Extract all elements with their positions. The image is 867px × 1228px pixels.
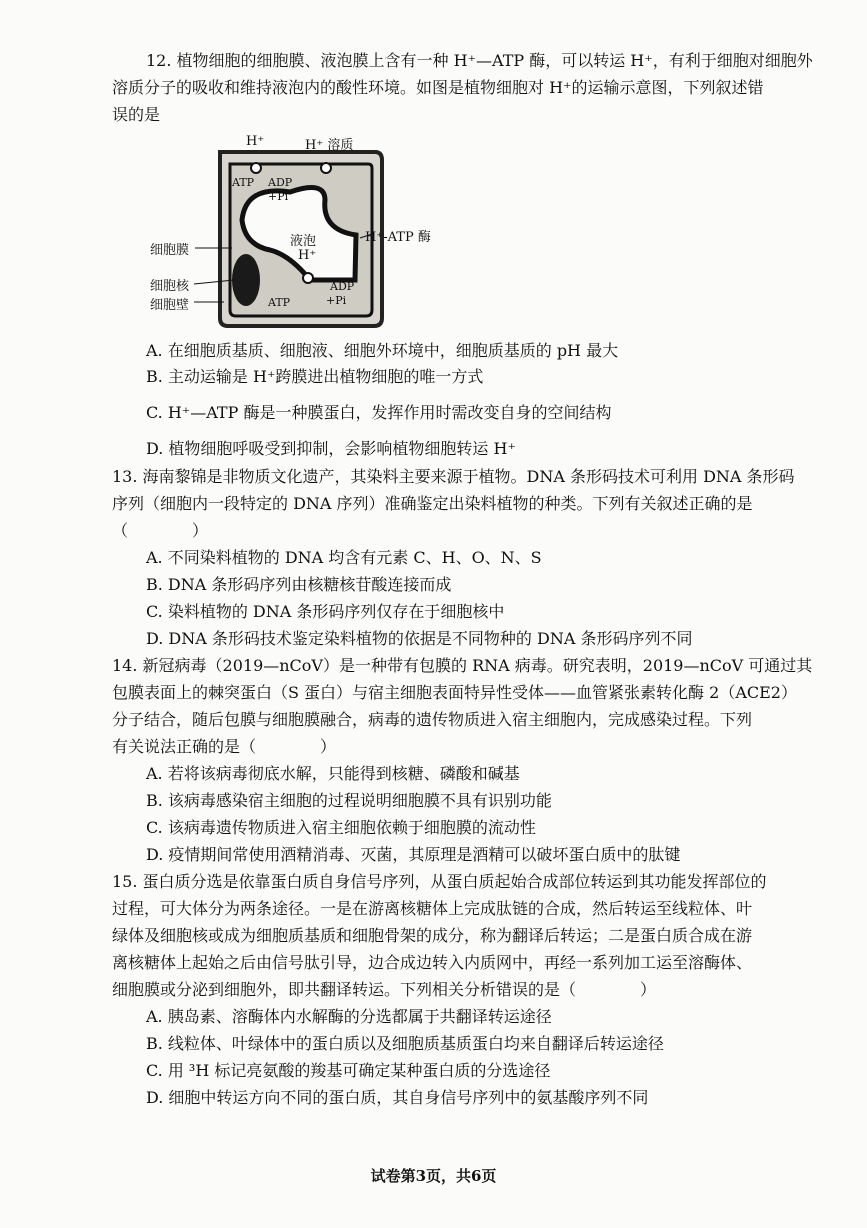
q15-option-c: C. 用 ³H 标记亮氨酸的羧基可确定某种蛋白质的分选途径 <box>146 1061 551 1080</box>
h-solute-label: H⁺ 溶质 <box>305 138 354 153</box>
adp-bottom-label: ADP <box>330 280 355 293</box>
q15-stem-line-1: 15. 蛋白质分选是依靠蛋白质自身信号序列，从蛋白质起始合成部位转运到其功能发挥部位的 <box>112 872 767 891</box>
q13-stem-line-2: 序列（细胞内一段特定的 DNA 序列）准确鉴定出染料植物的种类。下列有关叙述正确的是 <box>112 494 753 513</box>
q13-option-a: A. 不同染料植物的 DNA 均含有元素 C、H、O、N、S <box>146 548 542 567</box>
q13-option-b: B. DNA 条形码序列由核糖核苷酸连接而成 <box>146 575 452 594</box>
pump-vacuole <box>303 273 313 283</box>
h-transport-diagram <box>150 130 470 335</box>
q14-stem-line-3: 分子结合，随后包膜与细胞膜融合，病毒的遗传物质进入宿主细胞内，完成感染过程。下列 <box>112 710 753 729</box>
q15-option-d: D. 细胞中转运方向不同的蛋白质，其自身信号序列中的氨基酸序列不同 <box>146 1088 649 1107</box>
membrane-label: 细胞膜 <box>150 243 190 258</box>
q12-option-d: D. 植物细胞呼吸受到抑制，会影响植物细胞转运 H⁺ <box>146 439 516 458</box>
pump-top-right <box>321 163 331 173</box>
q14-option-a: A. 若将该病毒彻底水解，只能得到核糖、磷酸和碱基 <box>146 764 520 783</box>
pi-top-label: +Pi <box>268 190 289 203</box>
q13-option-d: D. DNA 条形码技术鉴定染料植物的依据是不同物种的 DNA 条形码序列不同 <box>146 629 693 648</box>
q12-option-b: B. 主动运输是 H⁺跨膜进出植物细胞的唯一方式 <box>146 367 484 386</box>
nucleus <box>232 254 260 306</box>
h-vacuole-label: H⁺ <box>298 248 317 263</box>
q14-stem-line-4: 有关说法正确的是（ ） <box>112 737 337 756</box>
h-top-label: H⁺ <box>246 134 265 149</box>
nucleus-label: 细胞核 <box>150 279 190 294</box>
q14-stem-line-1: 14. 新冠病毒（2019—nCoV）是一种带有包膜的 RNA 病毒。研究表明，2019—nCoV 可通过其 <box>112 656 813 675</box>
q13-stem-line-3: （ ） <box>112 521 209 540</box>
wall-label: 细胞壁 <box>150 298 190 313</box>
q12-stem-line-1: 12. 植物细胞的细胞膜、液泡膜上含有一种 H⁺—ATP 酶，可以转运 H⁺，有利于细胞对细胞外 <box>146 51 813 70</box>
q15-stem-line-2: 过程，可大体分为两条途径。一是在游离核糖体上完成肽链的合成，然后转运至线粒体、叶 <box>112 899 753 918</box>
q13-option-c: C. 染料植物的 DNA 条形码序列仅存在于细胞核中 <box>146 602 505 621</box>
enzyme-label: H⁺-ATP 酶 <box>365 230 431 245</box>
pump-top-left <box>251 163 261 173</box>
q15-stem-line-3: 绿体及细胞核或成为细胞质基质和细胞骨架的成分，称为翻译后转运；二是蛋白质合成在游 <box>112 926 753 945</box>
q14-stem-line-2: 包膜表面上的棘突蛋白（S 蛋白）与宿主细胞表面特异性受体——血管紧张素转化酶 2（ACE2） <box>112 683 797 702</box>
q14-option-c: C. 该病毒遗传物质进入宿主细胞依赖于细胞膜的流动性 <box>146 818 536 837</box>
q14-option-b: B. 该病毒感染宿主细胞的过程说明细胞膜不具有识别功能 <box>146 791 552 810</box>
q15-stem-line-5: 细胞膜或分泌到细胞外，即共翻译转运。下列相关分析错误的是（ ） <box>112 980 657 999</box>
pi-bottom-label: +Pi <box>326 294 347 307</box>
atp-bottom-label: ATP <box>268 296 291 309</box>
q12-stem-line-3: 误的是 <box>112 105 161 124</box>
q13-stem-line-1: 13. 海南黎锦是非物质文化遗产，其染料主要来源于植物。DNA 条形码技术可利用 DNA 条形码 <box>112 467 795 486</box>
q14-option-d: D. 疫情期间常使用酒精消毒、灭菌，其原理是酒精可以破坏蛋白质中的肽键 <box>146 845 681 864</box>
q15-stem-line-4: 离核糖体上起始之后由信号肽引导，边合成边转入内质网中，再经一系列加工运至溶酶体、 <box>112 953 753 972</box>
q12-option-c: C. H⁺—ATP 酶是一种膜蛋白，发挥作用时需改变自身的空间结构 <box>146 403 612 422</box>
q15-option-a: A. 胰岛素、溶酶体内水解酶的分选都属于共翻译转运途径 <box>146 1007 552 1026</box>
page-footer: 试卷第3页，共6页 <box>370 1167 497 1185</box>
q15-option-b: B. 线粒体、叶绿体中的蛋白质以及细胞质基质蛋白均来自翻译后转运途径 <box>146 1034 664 1053</box>
atp-top-label: ATP <box>232 176 255 189</box>
vacuole-label: 液泡 <box>290 234 317 249</box>
q12-option-a: A. 在细胞质基质、细胞液、细胞外环境中，细胞质基质的 pH 最大 <box>146 341 619 360</box>
adp-top-label: ADP <box>268 176 293 189</box>
q12-stem-line-2: 溶质分子的吸收和维持液泡内的酸性环境。如图是植物细胞对 H⁺的运输示意图，下列叙述错 <box>112 78 764 97</box>
